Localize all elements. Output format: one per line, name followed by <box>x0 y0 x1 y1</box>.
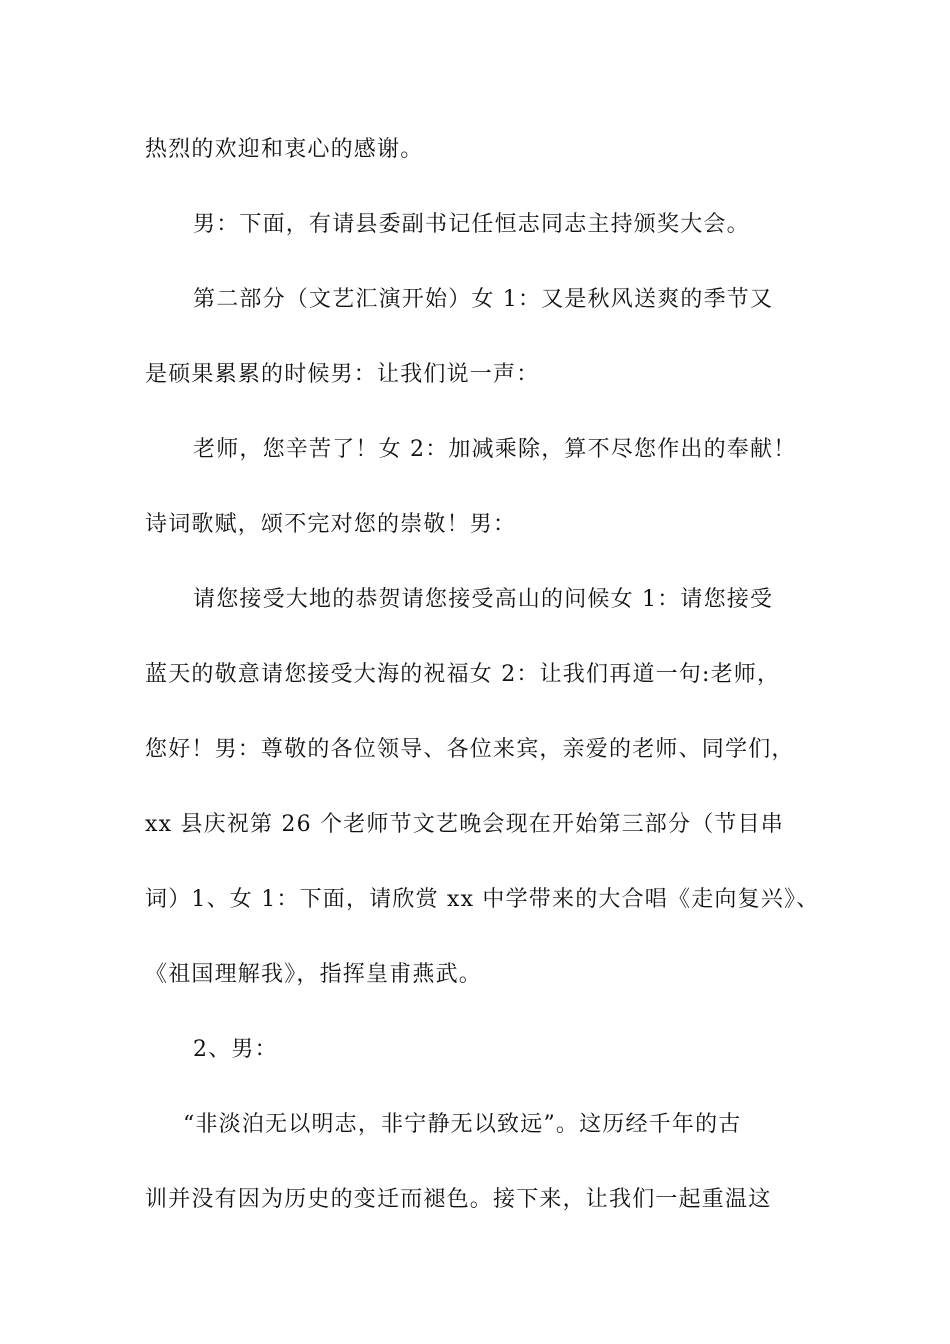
paragraph-line: “非淡泊无以明志，非宁静无以致远”。这历经千年的古 <box>183 1112 742 1137</box>
paragraph-line: 热烈的欢迎和衷心的感谢。 <box>145 137 424 162</box>
paragraph-line: 是硕果累累的时候男：让我们说一声： <box>145 362 540 387</box>
paragraph-line: 《祖国理解我》，指挥皇甫燕武。 <box>145 962 483 987</box>
paragraph-line: 老师，您辛苦了！女 2：加减乘除，算不尽您作出的奉献！ <box>193 437 797 462</box>
paragraph-line: 诗词歌赋，颂不完对您的崇敬！男： <box>145 512 517 537</box>
paragraph-line: xx 县庆祝第 26 个老师节文艺晚会现在开始第三部分（节目串 <box>145 812 784 837</box>
paragraph-line: 第二部分（文艺汇演开始）女 1：又是秋风送爽的季节又 <box>193 287 774 312</box>
paragraph-line: 词）1、女 1：下面，请欣赏 xx 中学带来的大合唱《走向复兴》、 <box>145 887 820 912</box>
paragraph-line: 您好！男：尊敬的各位领导、各位来宾，亲爱的老师、同学们， <box>145 737 795 762</box>
paragraph-line: 2、男： <box>193 1037 278 1062</box>
paragraph-line: 蓝天的敬意请您接受大海的祝福女 2：让我们再道一句:老师， <box>145 662 781 687</box>
paragraph-line: 请您接受大地的恭贺请您接受高山的问候女 1：请您接受 <box>193 587 774 612</box>
paragraph-line: 训并没有因为历史的变迁而褪色。接下来，让我们一起重温这 <box>145 1187 772 1212</box>
paragraph-line: 男：下面，有请县委副书记任恒志同志主持颁奖大会。 <box>193 212 750 237</box>
